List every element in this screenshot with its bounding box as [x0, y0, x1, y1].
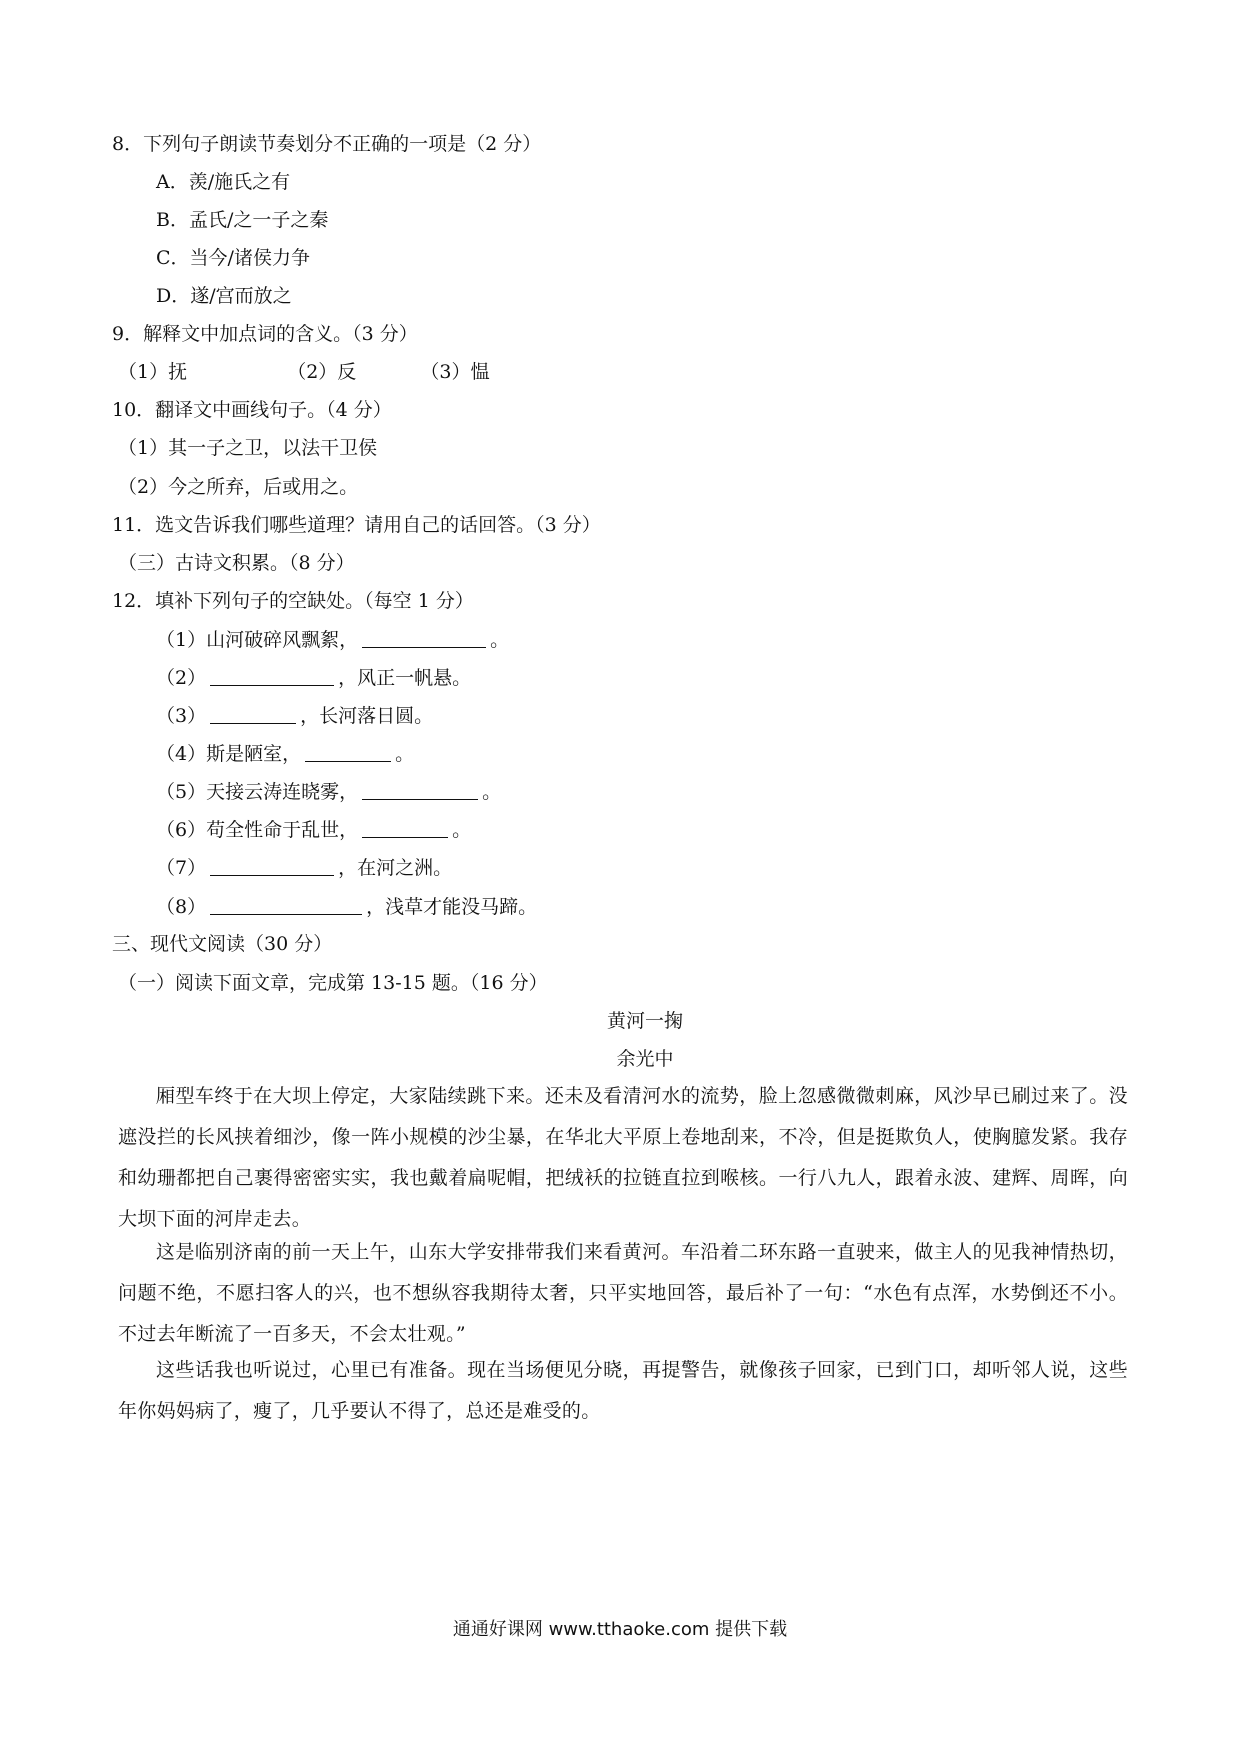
q10-stem: 10．翻译文中画线句子。（4 分）: [112, 399, 392, 421]
q9-stem: 9．解释文中加点词的含义。（3 分）: [112, 323, 418, 345]
q12-item-post: 。: [490, 629, 510, 651]
q8-option-b: B．孟氏/之一子之秦: [156, 209, 329, 231]
q10-item-1: （1）其一子之卫，以法干卫侯: [118, 437, 378, 459]
q8-stem: 8．下列句子朗读节奏划分不正确的一项是（2 分）: [112, 133, 542, 155]
q12-item-post: ，在河之洲。: [338, 857, 453, 879]
q12-blank-3[interactable]: [210, 705, 296, 724]
q12-blank-4[interactable]: [305, 743, 391, 762]
q10-item-2: （2）今之所弃，后或用之。: [118, 476, 359, 498]
q12-blank-8[interactable]: [210, 896, 362, 915]
q12-blank-6[interactable]: [362, 819, 448, 838]
q12-item-num: （1）: [156, 629, 207, 651]
q12-item-2: [156, 666, 471, 690]
q12-item-pre: 苟全性命于乱世，: [206, 819, 359, 841]
article-author: 余光中: [616, 1048, 674, 1070]
q9-items-row: [118, 360, 489, 384]
q12-item-4: [156, 742, 414, 766]
q12-item-post: ，风正一帆悬。: [338, 667, 472, 689]
article-paragraph-3: 这些话我也听说过，心里已有准备。现在当场便见分晓，再提警告，就像孩子回家，已到门口，却听邻人说，这些年你妈妈病了，瘦了，几乎要认不得了，总还是难受的。: [118, 1359, 1128, 1422]
q12-item-num: （8）: [156, 896, 207, 918]
q12-item-7: [156, 856, 452, 880]
q12-item-pre: 天接云涛连晓雾，: [206, 781, 359, 803]
q8-option-d: D．遂/宫而放之: [156, 285, 292, 307]
q12-item-3: [156, 704, 433, 728]
q12-item-post: ，浅草才能没马蹄。: [366, 896, 538, 918]
q9-item-1: （1）抚: [118, 361, 188, 383]
section3-title: （三）古诗文积累。（8 分）: [118, 552, 355, 574]
q12-item-post: 。: [452, 819, 472, 841]
q9-item-2: （2）反: [287, 361, 357, 383]
q12-item-num: （4）: [156, 743, 207, 765]
q12-item-post: 。: [395, 743, 415, 765]
q12-item-num: （2）: [156, 667, 207, 689]
q12-item-1: [156, 628, 509, 652]
q12-item-num: （7）: [156, 857, 207, 879]
footer-credit: 通通好课网 www.tthaoke.com 提供下载: [452, 1619, 788, 1640]
part3-title: 三、现代文阅读（30 分）: [112, 933, 333, 955]
article-title: 黄河一掬: [606, 1010, 683, 1032]
q9-item-3: （3）愠: [420, 361, 490, 383]
q12-item-post: ，长河落日圆。: [300, 705, 434, 727]
q12-item-post: 。: [482, 781, 502, 803]
q12-item-pre: 斯是陋室，: [206, 743, 302, 765]
q12-blank-5[interactable]: [362, 781, 478, 800]
q12-item-8: [156, 895, 537, 919]
q8-option-c: C．当今/诸侯力争: [156, 247, 310, 269]
q12-blank-7[interactable]: [210, 857, 334, 876]
q12-blank-2[interactable]: [210, 667, 334, 686]
q12-item-num: （6）: [156, 819, 207, 841]
q12-blank-1[interactable]: [362, 629, 486, 648]
q12-item-6: [156, 818, 471, 842]
q12-item-num: （3）: [156, 705, 207, 727]
q12-item-pre: 山河破碎风飘絮，: [206, 629, 359, 651]
q8-option-a: A．羡/施氏之有: [156, 171, 291, 193]
q11-stem: 11．选文告诉我们哪些道理？请用自己的话回答。（3 分）: [112, 514, 601, 536]
q12-stem: 12．填补下列句子的空缺处。（每空 1 分）: [112, 590, 474, 612]
q12-item-num: （5）: [156, 781, 207, 803]
q12-item-5: [156, 780, 501, 804]
article-paragraph-2: 这是临别济南的前一天上午，山东大学安排带我们来看黄河。车沿着二环东路一直驶来，做主人的见我神情热切，问题不绝，不愿扫客人的兴，也不想纵容我期待太奢，只平实地回答，最后补了一句：“水色有点浑，水势倒还不小。不过去年断流了一百多天，不会太壮观。”: [118, 1241, 1128, 1345]
article-paragraph-1: 厢型车终于在大坝上停定，大家陆续跳下来。还未及看清河水的流势，脸上忽感微微刺麻，风沙早已刷过来了。没遮没拦的长风挟着细沙，像一阵小规模的沙尘暴，在华北大平原上卷地刮来，不冷，但是挺欺负人，使胸臆发紧。我存和幼珊都把自己裹得密密实实，我也戴着扁呢帽，把绒袄的拉链直拉到喉核。一行八九人，跟着永波、建辉、周晖，向大坝下面的河岸走去。: [118, 1085, 1128, 1230]
reading1-title: （一）阅读下面文章，完成第 13-15 题。（16 分）: [118, 972, 548, 994]
